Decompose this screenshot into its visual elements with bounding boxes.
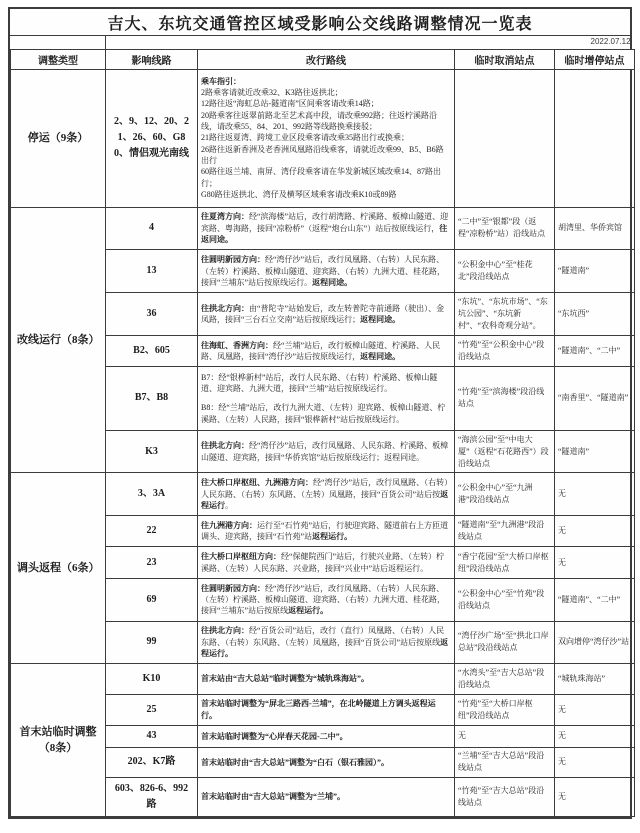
cancelled-stops-cell: “兰埔”至“吉大总站”段沿线站点: [455, 747, 555, 777]
detail-cell: [198, 547, 455, 578]
detail-text-bold: 往海虹、香洲方向：: [201, 340, 273, 350]
detail-text: 经“保健院西门”站后，行驶兴业路、（左转）柠溪路、（左转）人民东路、兴业路，接回“兴业中”站后返程运行。: [201, 552, 445, 573]
added-stops-cell: “城轨珠海站”: [555, 664, 635, 694]
detail-text: 经“湾仔沙”站后，改行凤凰路、（右转）人民东路、（左转）柠溪路、板樟山隧道、迎宾路、（右转）九洲大道、桂花路，接回“兰埔东”站后按原线运行。: [201, 255, 445, 288]
detail-line: [201, 189, 451, 200]
detail-cell: [198, 621, 455, 664]
detail-line: [201, 698, 451, 721]
added-stops-cell: 无: [555, 547, 635, 578]
routes-cell: 603、826-6、992路: [106, 778, 198, 817]
detail-text-bold: 往九洲港方向：: [201, 521, 257, 531]
detail-text: G80路往返拱北、湾仔及横琴区域乘客请改乘K10或89路: [201, 190, 397, 200]
detail-line: [201, 440, 451, 463]
detail-text: B8：经“兰埔”站后，改行九洲大道、（左转）迎宾路、板樟山隧道、柠溪路、（左转）人民路，接回“银桦新村”站后按原线运行。: [201, 403, 446, 424]
detail-line: [201, 254, 451, 288]
detail-line: [201, 673, 451, 684]
detail-cell: [198, 293, 455, 336]
added-stops-cell: 无: [555, 516, 635, 547]
detail-cell: [198, 664, 455, 694]
detail-text-bold: 首末站临时由“吉大总站”调整为“兰埔”。: [201, 792, 345, 802]
cancelled-stops-cell: “香宁花园”至“大桥口岸枢纽”段沿线站点: [455, 547, 555, 578]
detail-text: 21路往返夏湾、跨境工业区段乘客请改乘35路出行或换乘；: [201, 133, 409, 143]
date-row: [11, 36, 635, 49]
added-stops-cell: “隧道南”: [555, 250, 635, 293]
detail-text: 2路乘客请就近改乘32、K3路往返拱北；: [201, 87, 343, 97]
detail-cell: [198, 367, 455, 430]
added-stops-cell: “南香里”、“隧道南”: [555, 367, 635, 430]
detail-text-bold: 首末站临时调整为“心岸春天花园-二中”。: [201, 731, 348, 741]
routes-cell: 13: [106, 250, 198, 293]
routes-cell: 99: [106, 621, 198, 664]
detail-text: 12路往返“海虹总站-隧道南”区间乘客请改乘14路；: [201, 99, 379, 109]
column-header-affected-routes: 影响线路: [106, 49, 198, 69]
routes-cell: B2、605: [106, 336, 198, 367]
routes-cell: 202、K7路: [106, 747, 198, 777]
column-header-adjust-type: 调整类型: [11, 49, 106, 69]
detail-cell: [198, 336, 455, 367]
detail-text-bold: 返程运行: [201, 489, 449, 511]
detail-line: [201, 625, 451, 659]
detail-text: 60路往返兰埔、南屏、湾仔段乘客请在华发新城区域改乘14、87路出行；: [201, 167, 441, 188]
added-stops-cell: “隧道南”: [555, 430, 635, 473]
detail-line: [201, 166, 451, 189]
detail-line: [201, 211, 451, 245]
column-header-temp-cancelled-stops: 临时取消站点: [455, 49, 555, 69]
detail-text-bold: 往圆明新园方向：: [201, 255, 265, 265]
detail-line: [201, 76, 451, 87]
cancelled-stops-cell: “竹苑”至“吉大总站”段沿线站点: [455, 778, 555, 817]
date-row-spacer: [11, 36, 106, 49]
table-row: [11, 664, 635, 694]
detail-text-bold: 首末站临时由“吉大总站”调整为“白石（银石雅园）”。: [201, 757, 389, 767]
routes-cell: 4: [106, 207, 198, 250]
detail-line: [201, 87, 451, 98]
detail-text-bold: 往大桥口岸枢纽、九洲港方向：: [201, 478, 313, 488]
detail-text: 运行至“石竹苑”站后，行驶迎宾路、隧道前右上方匝道调头、迎宾路，接回“石竹苑”站: [201, 521, 449, 542]
routes-cell: K3: [106, 430, 198, 473]
detail-line: [201, 340, 451, 363]
detail-text-bold: 首末站由“吉大总站”临时调整为“城轨珠海站”。: [201, 674, 369, 684]
detail-line: [201, 520, 451, 543]
cancelled-stops-cell: “海滨公园”至“中电大厦”（返程“石花路西”）段沿线站点: [455, 430, 555, 473]
routes-cell: 43: [106, 725, 198, 747]
column-header-rerouted-path: 改行路线: [198, 49, 455, 69]
document-date: 2022.07.12: [106, 36, 635, 49]
detail-text-bold: 往大桥口岸枢纽方向：: [201, 552, 281, 562]
cancelled-stops-cell: “竹苑”至“大桥口岸枢纽”段沿线站点: [455, 694, 555, 725]
detail-cell: [198, 250, 455, 293]
adjustment-table: [10, 36, 635, 817]
added-stops-cell: 无: [555, 747, 635, 777]
routes-cell: 3、3A: [106, 473, 198, 516]
detail-text-bold: 往圆明新园方向：: [201, 583, 265, 593]
detail-line: [201, 303, 451, 326]
detail-cell: [198, 69, 455, 207]
detail-cell: [198, 207, 455, 250]
document-sheet: [8, 7, 632, 819]
detail-text-bold: 首末站临时调整为“屏北三路西-兰埔”，在北岭隧道上方调头返程运行。: [201, 699, 436, 720]
added-stops-cell: “隧道南”、“二中”: [555, 336, 635, 367]
added-stops-cell: “东坑西”: [555, 293, 635, 336]
detail-line: [201, 402, 451, 425]
cancelled-stops-cell: [455, 69, 555, 207]
added-stops-cell: 双向增停“湾仔沙”站: [555, 621, 635, 664]
detail-line: [201, 583, 451, 617]
detail-text-bold: 往拱北方向：: [201, 304, 249, 313]
detail-line: [201, 98, 451, 109]
detail-line: [201, 132, 451, 143]
table-body: [11, 36, 635, 817]
category-cell: 改线运行（8条）: [11, 207, 106, 473]
table-row: [11, 69, 635, 207]
detail-line: [201, 477, 451, 511]
cancelled-stops-cell: “二中”至“银都”段（返程“凉粉桥”站）沿线站点: [455, 207, 555, 250]
detail-text-bold: 返程同途。: [360, 315, 401, 325]
detail-line: [201, 372, 451, 395]
detail-cell: [198, 694, 455, 725]
detail-text: 由“普陀寺”站始发后，改左转普陀寺前通路（驶出）、金凤路，接回“三台石立交南”站后按原线运行；: [201, 304, 445, 325]
detail-line: [201, 757, 451, 768]
routes-cell: B7、B8: [106, 367, 198, 430]
cancelled-stops-cell: “水湾头”至“吉大总站”段沿线站点: [455, 664, 555, 694]
detail-text: 经“百货公司”站后，改行（直行）凤凰路、（右转）人民东路、（右转）东风路、（左转）凤凰路，接回“百货公司”站后按原线: [201, 626, 445, 647]
category-cell: 首末站临时调整（8条）: [11, 664, 106, 817]
cancelled-stops-cell: “隧道南”至“九洲港”段沿线站点: [455, 516, 555, 547]
cancelled-stops-cell: “湾仔沙广场”至“拱北口岸总站”段沿线站点: [455, 621, 555, 664]
page-title: 吉大、东坑交通管控区域受影响公交线路调整情况一览表: [10, 9, 630, 36]
detail-line: [201, 394, 451, 402]
detail-text: 经“湾仔沙”站后，改行凤凰路、（右转）人民东路、（右转）东风路、（左转）凤凰路，接回“百货公司”站后按: [201, 478, 449, 499]
detail-text: 经“滨海楼”站后，改行胡湾路、柠溪路、板樟山隧道、迎宾路、粤海路，接回“凉粉桥”（返程“炮台山东”）站后按原线运行，: [201, 212, 449, 233]
cancelled-stops-cell: “公积金中心”至“九洲港”段沿线站点: [455, 473, 555, 516]
detail-text-bold: 返程运行。: [312, 532, 353, 542]
detail-cell: [198, 473, 455, 516]
routes-cell: K10: [106, 664, 198, 694]
cancelled-stops-cell: “公积金中心”至“竹苑”段沿线站点: [455, 578, 555, 621]
detail-text-bold: 往返同途。: [201, 223, 448, 245]
detail-cell: [198, 430, 455, 473]
detail-text-bold: 返程运行。: [288, 606, 329, 616]
detail-text-bold: 往夏湾方向：: [201, 212, 249, 222]
cancelled-stops-cell: “公积金中心”至“桂花北”段沿线站点: [455, 250, 555, 293]
detail-line: [201, 551, 451, 574]
header-row: [11, 49, 635, 69]
cancelled-stops-cell: “东坑”、“东坑市场”、“东坑公园”、“东坑新村”、“农科奇观分站”。: [455, 293, 555, 336]
detail-text: 经“湾仔沙”站后，改行凤凰路、人民东路、柠溪路、板樟山隧道、迎宾路，接回“华侨宾馆”站后按原线运行；返程同途。: [201, 441, 449, 462]
category-cell: 调头返程（6条）: [11, 473, 106, 664]
detail-text: 20路乘客往返翠前路北至艺术高中段，请改乘992路；往返柠溪路沿线，请改乘55、84、201、992路等线路换乘接驳；: [201, 110, 437, 131]
column-header-temp-added-stops: 临时增停站点: [555, 49, 635, 69]
routes-cell: 25: [106, 694, 198, 725]
cancelled-stops-cell: “竹苑”至“滨海楼”段沿线站点: [455, 367, 555, 430]
detail-cell: [198, 516, 455, 547]
detail-text: B7：经“银桦新村”站后，改行人民东路、（右转）柠溪路、板樟山隧道、迎宾路、九洲大道，接回“兰埔”站后按原线运行。: [201, 372, 438, 394]
detail-text-bold: 返程同途。: [312, 278, 353, 288]
detail-text: 经“湾仔沙”站后，改行凤凰路、（右转）人民东路、（左转）柠溪路、板樟山隧道、迎宾路、（右转）九洲大道、桂花路，接回“兰埔东”站后按原线: [201, 583, 445, 616]
added-stops-cell: 胡湾里、华侨宾馆: [555, 207, 635, 250]
category-cell: 停运（9条）: [11, 69, 106, 207]
detail-cell: [198, 578, 455, 621]
cancelled-stops-cell: 无: [455, 725, 555, 747]
cancelled-stops-cell: “竹苑”至“公积金中心”段沿线站点: [455, 336, 555, 367]
table-row: [11, 207, 635, 250]
routes-cell: 36: [106, 293, 198, 336]
routes-cell: 23: [106, 547, 198, 578]
detail-text: 26路往返新香洲及老香洲凤凰路沿线乘客，请就近改乘99、B5、B6路出行: [201, 144, 444, 166]
detail-text-bold: 返程运行。: [201, 637, 449, 659]
added-stops-cell: 无: [555, 778, 635, 817]
detail-line: [201, 110, 451, 133]
added-stops-cell: 无: [555, 694, 635, 725]
added-stops-cell: “隧道南”、“二中”: [555, 578, 635, 621]
detail-text-bold: 返程同途。: [360, 352, 401, 362]
detail-line: [201, 144, 451, 167]
detail-text-bold: 往拱北方向：: [201, 626, 249, 636]
routes-cell: 22: [106, 516, 198, 547]
detail-line: [201, 731, 451, 742]
detail-text: 经“兰埔”站后，改行板樟山隧道、柠溪路、人民路、凤凰路，接回“湾仔沙”站后按原线运行，: [201, 340, 441, 362]
detail-cell: [198, 725, 455, 747]
detail-text: 。: [225, 501, 233, 511]
detail-text-bold: 乘车指引：: [201, 76, 241, 86]
detail-cell: [198, 778, 455, 817]
table-row: [11, 473, 635, 516]
detail-cell: [198, 747, 455, 777]
added-stops-cell: 无: [555, 725, 635, 747]
routes-cell: 69: [106, 578, 198, 621]
added-stops-cell: 无: [555, 473, 635, 516]
added-stops-cell: [555, 69, 635, 207]
detail-line: [201, 791, 451, 802]
routes-cell: 2、9、12、20、21、26、60、G80、情侣观光南线: [106, 69, 198, 207]
detail-text-bold: 往拱北方向：: [201, 441, 249, 451]
